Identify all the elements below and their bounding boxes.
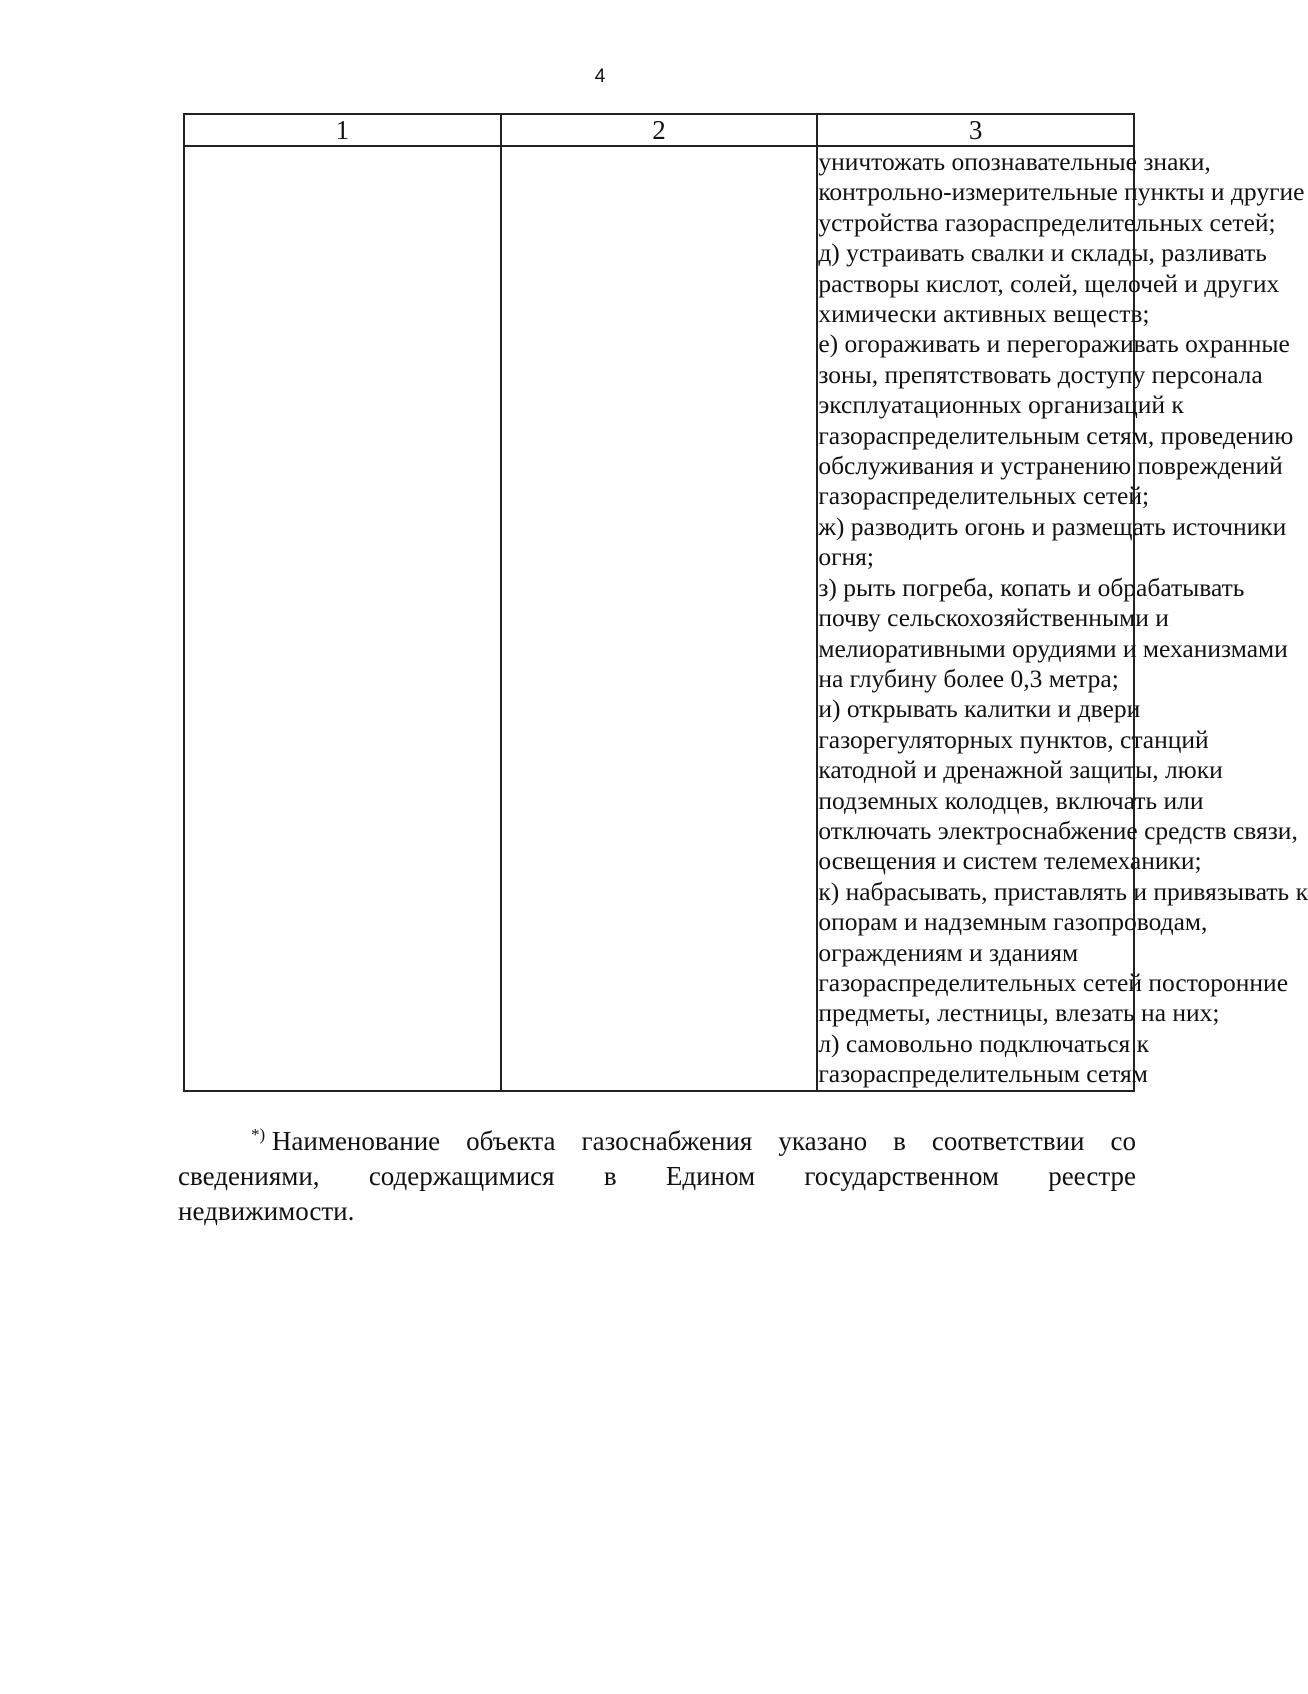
restriction-text-line: газораспределительным сетям, проведению bbox=[818, 420, 1294, 450]
table-row bbox=[184, 146, 1134, 1091]
footnote bbox=[178, 1124, 1136, 1229]
restriction-text-line: огня; bbox=[818, 542, 874, 572]
footnote-word: указано bbox=[778, 1126, 868, 1156]
requirements-table bbox=[183, 113, 1308, 1092]
footnote-line-1 bbox=[178, 1124, 1136, 1159]
restriction-text-line: устройства газораспределительных сетей; bbox=[818, 207, 1276, 237]
cell-column-2 bbox=[501, 146, 818, 1091]
restriction-text-line: ж) разводить огонь и размещать источники bbox=[818, 511, 1287, 541]
restriction-text-line: л) самовольно подключаться к bbox=[818, 1028, 1150, 1058]
footnote-mark: *) bbox=[251, 1125, 266, 1144]
restriction-text-line: к) набрасывать, приставлять и привязывать к bbox=[818, 876, 1308, 906]
restriction-text-line: предметы, лестницы, влезать на них; bbox=[818, 998, 1220, 1028]
restriction-text-line: контрольно-измерительные пункты и другие bbox=[818, 177, 1305, 207]
restriction-text-line: освещения и систем телемеханики; bbox=[818, 846, 1202, 876]
restriction-text-line: газорегуляторных пунктов, станций bbox=[818, 724, 1209, 754]
restriction-text-line: растворы кислот, солей, щелочей и других bbox=[818, 268, 1280, 298]
restriction-text-line: уничтожать опознавательные знаки, bbox=[818, 147, 1211, 176]
restriction-text-line: химически активных веществ; bbox=[818, 299, 1150, 329]
page-number: 4 bbox=[594, 66, 606, 87]
footnote-word: в bbox=[893, 1126, 906, 1156]
cell-column-3-restrictions bbox=[817, 146, 1308, 1091]
footnote-line-2 bbox=[178, 1159, 1136, 1194]
column-header-3: 3 bbox=[817, 114, 1134, 146]
restriction-text-line: почву сельскохозяйственными и bbox=[818, 603, 1169, 633]
restriction-text-line: е) огораживать и перегораживать охранные bbox=[818, 329, 1290, 359]
footnote-word: объекта bbox=[466, 1126, 556, 1156]
restriction-text-line: мелиоративными орудиями и механизмами bbox=[818, 633, 1288, 663]
footnote-word: газоснабжения bbox=[581, 1126, 753, 1156]
restriction-text-line: отключать электроснабжение средств связи, bbox=[818, 815, 1298, 845]
restriction-text-line: катодной и дренажной защиты, люки bbox=[818, 755, 1223, 785]
footnote-word: государственном bbox=[804, 1161, 999, 1191]
footnote-line-3: недвижимости. bbox=[178, 1196, 355, 1226]
column-header-2: 2 bbox=[501, 114, 818, 146]
restriction-text-line: подземных колодцев, включать или bbox=[818, 785, 1204, 815]
restriction-text-line: обслуживания и устранению повреждений bbox=[818, 451, 1283, 481]
footnote-word: соответствии bbox=[931, 1126, 1085, 1156]
restriction-text-line: и) открывать калитки и двери bbox=[818, 694, 1141, 724]
footnote-word: Едином bbox=[665, 1161, 756, 1191]
restriction-text-line: газораспределительных сетей посторонние bbox=[818, 967, 1289, 997]
footnote-word: сведениями, bbox=[178, 1161, 320, 1191]
restriction-text-line: зоны, препятствовать доступу персонала bbox=[818, 359, 1263, 389]
restriction-text-line: газораспределительным сетям bbox=[818, 1059, 1148, 1089]
footnote-word: реестре bbox=[1048, 1161, 1136, 1191]
cell-column-1 bbox=[184, 146, 501, 1091]
footnote-word: содержащимися bbox=[368, 1161, 555, 1191]
restriction-text-line: ограждениям и зданиям bbox=[818, 937, 1079, 967]
restriction-text-line: на глубину более 0,3 метра; bbox=[818, 663, 1119, 693]
footnote-word-text: Наименование bbox=[271, 1126, 441, 1156]
footnote-word: со bbox=[1110, 1126, 1136, 1156]
footnote-word: в bbox=[603, 1161, 617, 1191]
table-header-row bbox=[184, 114, 1134, 146]
restriction-text-line: д) устраивать свалки и склады, разливать bbox=[818, 238, 1267, 268]
restriction-text-line: опорам и надземным газопроводам, bbox=[818, 907, 1208, 937]
footnote-word bbox=[251, 1124, 440, 1159]
restriction-text-line: эксплуатационных организаций к bbox=[818, 390, 1184, 420]
restriction-text-line: газораспределительных сетей; bbox=[818, 481, 1150, 511]
restriction-text-line: з) рыть погреба, копать и обрабатывать bbox=[818, 572, 1245, 602]
column-header-1: 1 bbox=[184, 114, 501, 146]
